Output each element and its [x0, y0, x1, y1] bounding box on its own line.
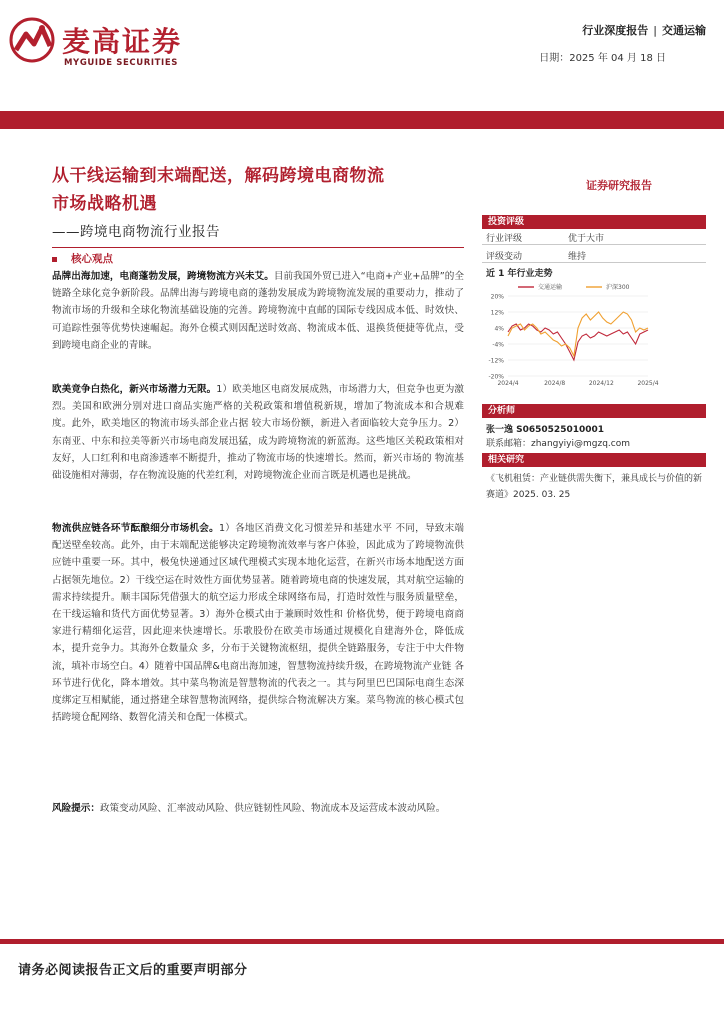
brand-logo: [8, 14, 258, 70]
analyst-name: 张一逸 S0650525010001: [486, 425, 605, 435]
y-tick-label: -20%: [488, 373, 504, 381]
y-tick-label: -12%: [488, 357, 504, 365]
report-title: [52, 162, 472, 218]
core-viewpoint-heading: [52, 251, 113, 266]
brand-name-en: MYGUIDE SECURITIES: [64, 58, 178, 68]
y-tick-label: -4%: [492, 341, 504, 349]
analyst-header: 分析师: [482, 404, 706, 418]
chart-gridlines: [508, 296, 648, 376]
industry-trend-chart: [480, 278, 712, 398]
title-divider: [52, 247, 464, 248]
legend-label: 交通运输: [538, 284, 563, 291]
report-date: 日期：2025 年 04 月 18 日: [539, 53, 666, 64]
rating-value: 优于大市: [568, 234, 605, 244]
related-research-header: 相关研究: [482, 453, 706, 467]
x-tick-label: 2024/4: [497, 380, 519, 387]
disclaimer-notice: 请务必阅读报告正文后的重要声明部分: [18, 963, 248, 978]
y-tick-label: 4%: [494, 325, 504, 333]
paragraph-lead: 品牌出海加速，电商蓬勃发展，跨境物流方兴未艾。: [52, 271, 274, 282]
rating-row-industry: [486, 231, 605, 244]
chart-title: 近 1 年行业走势: [486, 269, 553, 279]
chart-series-group: [508, 312, 648, 360]
header-band: [0, 111, 724, 129]
paragraph-text: 1）各地区消费文化习惯差异和基建水平 不同，导致末端配送壁垒较高。此外，由于末端配送能够决定跨境物流效率与客户体验，因此成为了跨境物流供应链中重要一环。其中，极兔快递通过区域代理模式实现本地化运营，在新兴市场本地配送方面占据领先地位。2）干线空运在时效性方面优势显著。随着跨境电商的快速发展，其对航空运输的需求持续提升。顺丰国际凭借强大的航空运力形成全球网络布局，打造时效性与服务质量壁垒，在干线运输和货代方面优势显著。3）海外仓模式由于兼顾时效性和 价格优势，便于跨境电商商家进行精细化运营，因此迎来快速增长。乐歌股份在欧美市场通过规模化自建海外仓，降低成本，提升竞争力。其海外仓数量众 多，分布于关键物流枢纽，提供全链路服务，专注于中大件物流，填补市场空白。4）随着中国品牌&电商出海加速，智慧物流持续升级，在跨境物流产业链 各环节进行优化，降本增效。其中菜鸟物流是智慧物流的代表之一。其与阿里巴巴国际电商生态深度绑定互相赋能，通过搭建全球智慧物流网络，提供综合物流解决方案。菜鸟物流的核心模式包括跨境仓配网络、数智化清关和仓配一体模式。: [52, 523, 465, 724]
rating-label: 评级变动: [486, 252, 523, 262]
title-line-1: 从干线运输到末端配送，解码跨境电商物流: [52, 166, 385, 186]
report-category: 行业深度报告 | 交通运输: [582, 24, 706, 37]
rating-divider: [482, 244, 706, 245]
x-tick-label: 2024/8: [544, 380, 566, 387]
risk-warning: [52, 800, 464, 817]
bullet-icon: [52, 257, 57, 262]
title-line-2: 市场战略机遇: [52, 194, 157, 214]
rating-row-change: [486, 249, 587, 262]
paragraph-lead: 欧美竞争白热化，新兴市场潜力无限。: [52, 384, 217, 395]
rating-value: 维持: [568, 252, 587, 262]
core-label: 核心观点: [71, 253, 113, 265]
y-tick-label: 20%: [490, 293, 504, 301]
report-subtitle: ——跨境电商物流行业报告: [52, 224, 220, 240]
paragraph-supply-chain: [52, 520, 464, 726]
report-type: 行业深度报告: [582, 24, 649, 37]
brand-name: 麦高证券: [62, 25, 183, 58]
legend-label: 沪深300: [606, 284, 630, 291]
paragraph-text: 目前我国外贸已进入“电商+产业+品牌”的全链路全球化竞争新阶段。品牌出海与跨境电商的蓬勃发展成为跨境物流发展的重要动力，推动了物流市场的升级和全球化物流基础设施的完善。跨境物流中直邮的国际专线因成本低、时效快、可追踪性强等优势快速崛起。海外仓模式则因配送时效高、物流成本低、退换货便捷等优点，受到跨境电商企业的青睐。: [52, 271, 464, 351]
rating-header: 投资评级: [482, 215, 706, 229]
report-tag: 证券研究报告: [586, 179, 652, 192]
paragraph-lead: 物流供应链各环节酝酿细分市场机会。: [52, 523, 219, 534]
series-line: [508, 312, 648, 356]
paragraph-text: 1）欧美地区电商发展成熟，市场潜力大，但竞争也更为激烈。美国和欧洲分别对进口商品实施严格的关税政策和增值税新规，增加了物流成本和合规难度。此外，欧美地区的物流市场头部企业占据 较大市场份额，新进入者面临较大竞争压力。2）东南亚、中东和拉美等新兴市场电商发展迅猛，成为跨境物流的新蓝海。这些地区关税政策相对友好，人口红利和电商渗透率不断提升，推动了物流市场的快速增长。然而，新兴市场的 物流基础设施相对薄弱，存在物流设施的代差红利，对跨境物流企业而言既是机遇也是挑战。: [52, 384, 465, 482]
y-tick-label: 12%: [490, 309, 504, 317]
myguide-logo-icon: [8, 16, 56, 64]
x-tick-label: 2024/12: [588, 380, 614, 387]
industry-name: 交通运输: [662, 24, 706, 37]
footer-band: [0, 939, 724, 944]
paragraph-brand-export: [52, 268, 464, 354]
risk-lead: 风险提示：: [52, 803, 100, 814]
analyst-email: 联系邮箱：zhangyiyi@mgzq.com: [486, 439, 631, 449]
x-tick-label: 2025/4: [637, 380, 659, 387]
paragraph-market-competition: [52, 381, 464, 484]
rating-divider: [482, 262, 706, 263]
related-research-link[interactable]: 《飞机租赁：产业链供需失衡下，兼具成长与价值的新赛道》2025. 03. 25: [486, 474, 703, 500]
risk-text: 政策变动风险、汇率波动风险、供应链韧性风险、物流成本及运营成本波动风险。: [99, 803, 446, 814]
rating-label: 行业评级: [486, 234, 523, 244]
chart-legend: [518, 283, 630, 291]
